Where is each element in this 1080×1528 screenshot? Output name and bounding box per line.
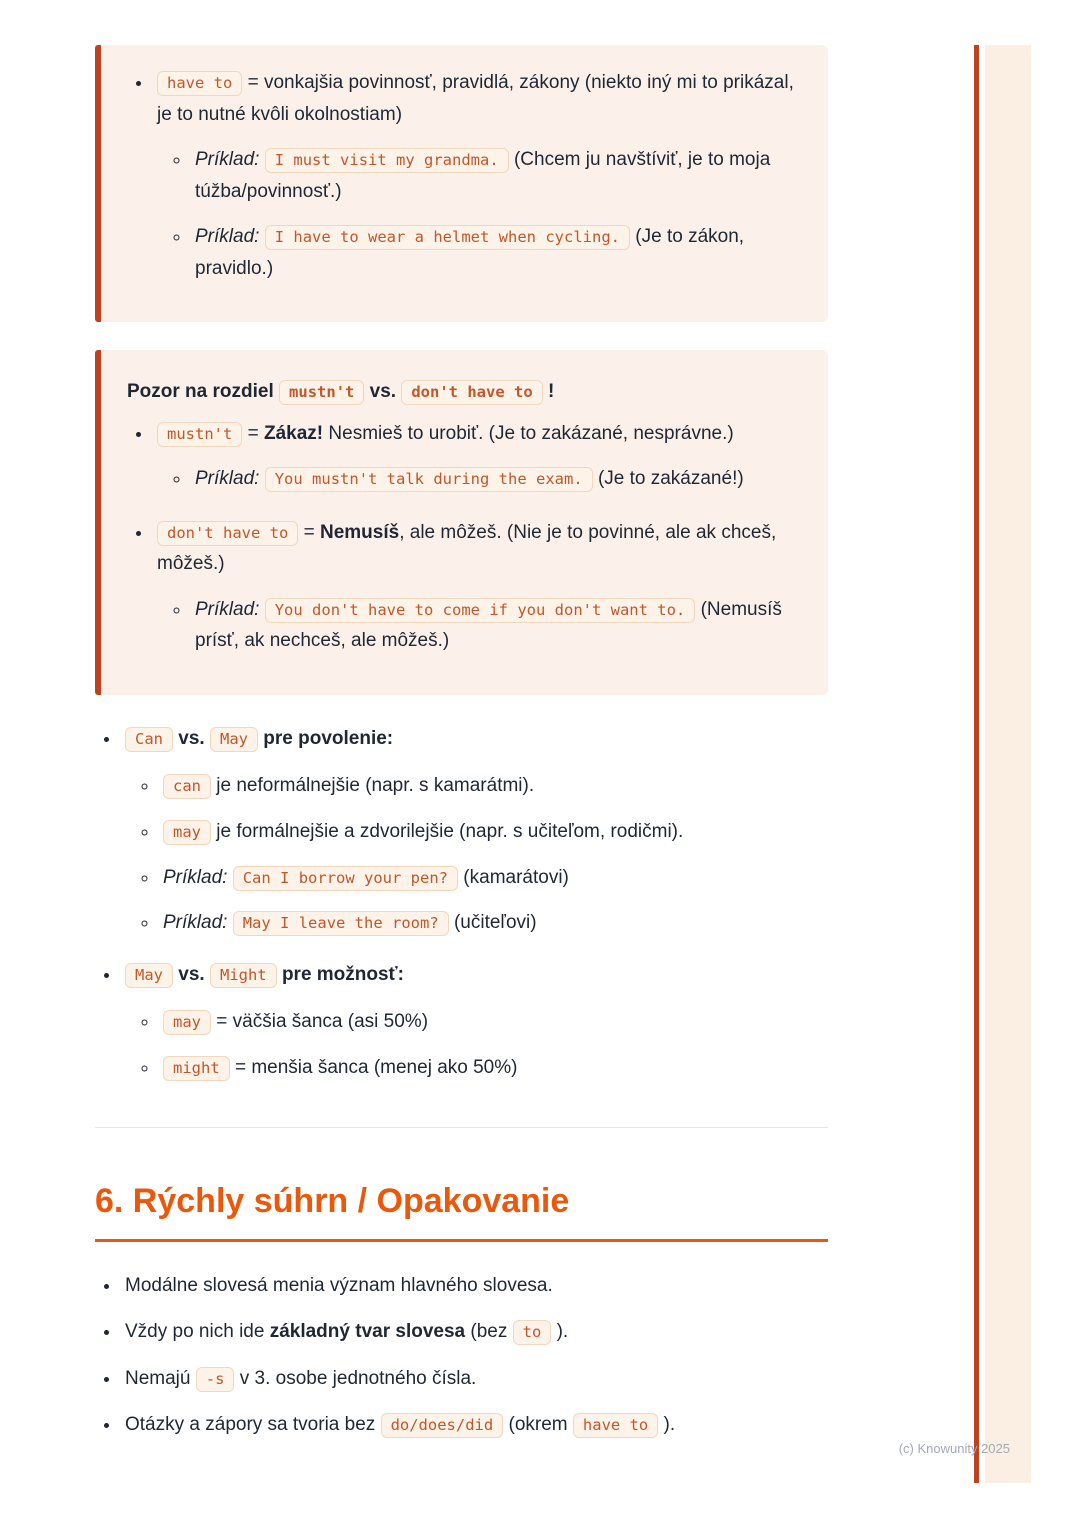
callout-mustnt-vs-dont-have-to [95, 350, 828, 695]
sub-item-may [159, 816, 828, 848]
body-text: (učiteľovi) [453, 912, 537, 934]
body-text: Vždy po nich ide [125, 1321, 265, 1343]
body-text: Otázky a zápory sa tvoria bez [125, 1414, 376, 1436]
body-text: = menšia šanca (menej ako 50%) [234, 1056, 518, 1078]
sub-item-might [159, 1052, 828, 1084]
code-tag-might: Might [210, 963, 277, 988]
body-text: (Nemusíš prísť, ak nechceš, ale môžeš.) [195, 598, 782, 652]
code-tag-have-to: have to [573, 1413, 658, 1438]
bold-text: pre možnosť: [281, 963, 404, 985]
body-text: Nemajú [125, 1367, 191, 1389]
summary-item [121, 1363, 828, 1395]
code-tag-may: May [125, 963, 173, 988]
bold-text: Nemusíš [320, 521, 400, 543]
callout-have-to [95, 45, 828, 322]
sub-item-may [159, 1006, 828, 1038]
code-tag-dont-have-to: don't have to [401, 380, 542, 405]
code-tag-may-lower: may [163, 1010, 211, 1035]
list-item-can-vs-may [121, 723, 828, 939]
example-sub-list [157, 144, 800, 284]
document-content [95, 45, 828, 1456]
body-text: = [303, 521, 315, 543]
page-edge-line [974, 45, 979, 1483]
sub-list [125, 770, 828, 938]
bold-text: pre povolenie: [263, 727, 394, 749]
example-label: Príklad: [195, 598, 260, 620]
modal-comparison-list [95, 723, 828, 1083]
body-text: je formálnejšie a zdvorilejšie (napr. s učiteľom, rodičmi). [216, 820, 684, 842]
sub-item-can [159, 770, 828, 802]
summary-item [121, 1409, 828, 1441]
code-tag-mustnt: mustn't [157, 422, 242, 447]
section-divider [95, 1127, 828, 1128]
example-label: Príklad: [163, 912, 228, 934]
code-example-wear-helmet: I have to wear a helmet when cycling. [265, 225, 630, 250]
code-tag-might-lower: might [163, 1056, 230, 1081]
sub-list [125, 1006, 828, 1083]
code-tag-mustnt: mustn't [279, 380, 364, 405]
body-text: je neformálnejšie (napr. s kamarátmi). [216, 775, 535, 797]
summary-item [121, 1270, 828, 1302]
bold-text: Zákaz! [264, 422, 324, 444]
bold-text: vs. [178, 727, 205, 749]
code-example-mustnt-talk: You mustn't talk during the exam. [265, 467, 593, 492]
code-tag-may-lower: may [163, 820, 211, 845]
example-item [159, 862, 828, 894]
code-tag-can-lower: can [163, 774, 211, 799]
bold-text: vs. [369, 381, 397, 403]
summary-item [121, 1316, 828, 1348]
example-item [191, 221, 800, 284]
example-item [191, 463, 800, 495]
example-item [191, 144, 800, 207]
list-item-mustnt [153, 418, 800, 495]
code-example-borrow-pen: Can I borrow your pen? [233, 866, 458, 891]
example-label: Príklad: [195, 149, 260, 171]
summary-list [95, 1270, 828, 1441]
code-tag-to: to [513, 1320, 552, 1345]
example-label: Príklad: [163, 866, 228, 888]
example-item [191, 594, 800, 657]
body-text: (Je to zakázané!) [597, 468, 744, 490]
bold-text: ! [547, 381, 555, 403]
callout-list [127, 418, 800, 657]
callout-list [127, 67, 800, 284]
code-example-must-visit: I must visit my grandma. [265, 148, 509, 173]
body-text: = [247, 422, 259, 444]
body-text: (Je to zákon, pravidlo.) [195, 226, 745, 279]
code-tag-dont-have-to: don't have to [157, 521, 298, 546]
body-text: v 3. osobe jednotného čísla. [239, 1367, 477, 1389]
body-text: (bez [470, 1321, 508, 1343]
watermark: (c) Knowunity 2025 [898, 1441, 1010, 1456]
example-label: Príklad: [195, 226, 260, 248]
code-tag-may: May [210, 727, 258, 752]
body-text: = vonkajšia povinnosť, pravidlá, zákony (niekto iný mi to prikázal, je to nutné kvôli okolnostiam) [157, 72, 794, 125]
body-text: ). [663, 1414, 676, 1436]
code-example-leave-room: May I leave the room? [233, 911, 449, 936]
example-sub-list [157, 594, 800, 657]
body-text: Modálne slovesá menia význam hlavného slovesa. [125, 1274, 553, 1296]
body-text: = väčšia šanca (asi 50%) [216, 1011, 429, 1033]
bold-text: vs. [178, 963, 205, 985]
code-example-dont-have-to-come: You don't have to come if you don't want to. [265, 598, 696, 623]
body-text: (Chcem ju navštíviť, je to moja túžba/povinnosť.) [195, 149, 771, 202]
code-tag-do-does-did: do/does/did [381, 1413, 504, 1438]
section-heading: 6. Rýchly súhrn / Opakovanie [95, 1180, 828, 1242]
bold-text: Pozor na rozdiel [127, 381, 274, 403]
body-text: (kamarátovi) [463, 866, 569, 888]
body-text: Nesmieš to urobiť. (Je to zakázané, nesprávne.) [328, 422, 734, 444]
bold-text: základný tvar slovesa [269, 1321, 466, 1343]
code-tag-can: Can [125, 727, 173, 752]
code-tag-have-to: have to [157, 71, 242, 96]
code-tag-s-suffix: -s [196, 1367, 235, 1392]
body-text: , ale môžeš. (Nie je to povinné, ale ak chceš, môžeš.) [157, 521, 777, 575]
callout-title [127, 376, 800, 408]
example-label: Príklad: [195, 468, 260, 490]
list-item-have-to [153, 67, 800, 284]
body-text: ). [556, 1321, 569, 1343]
body-text: (okrem [508, 1414, 568, 1436]
example-item [159, 907, 828, 939]
list-item-dont-have-to [153, 517, 800, 657]
example-sub-list [157, 463, 800, 495]
page-edge-strip [985, 45, 1031, 1483]
list-item-may-vs-might [121, 959, 828, 1084]
